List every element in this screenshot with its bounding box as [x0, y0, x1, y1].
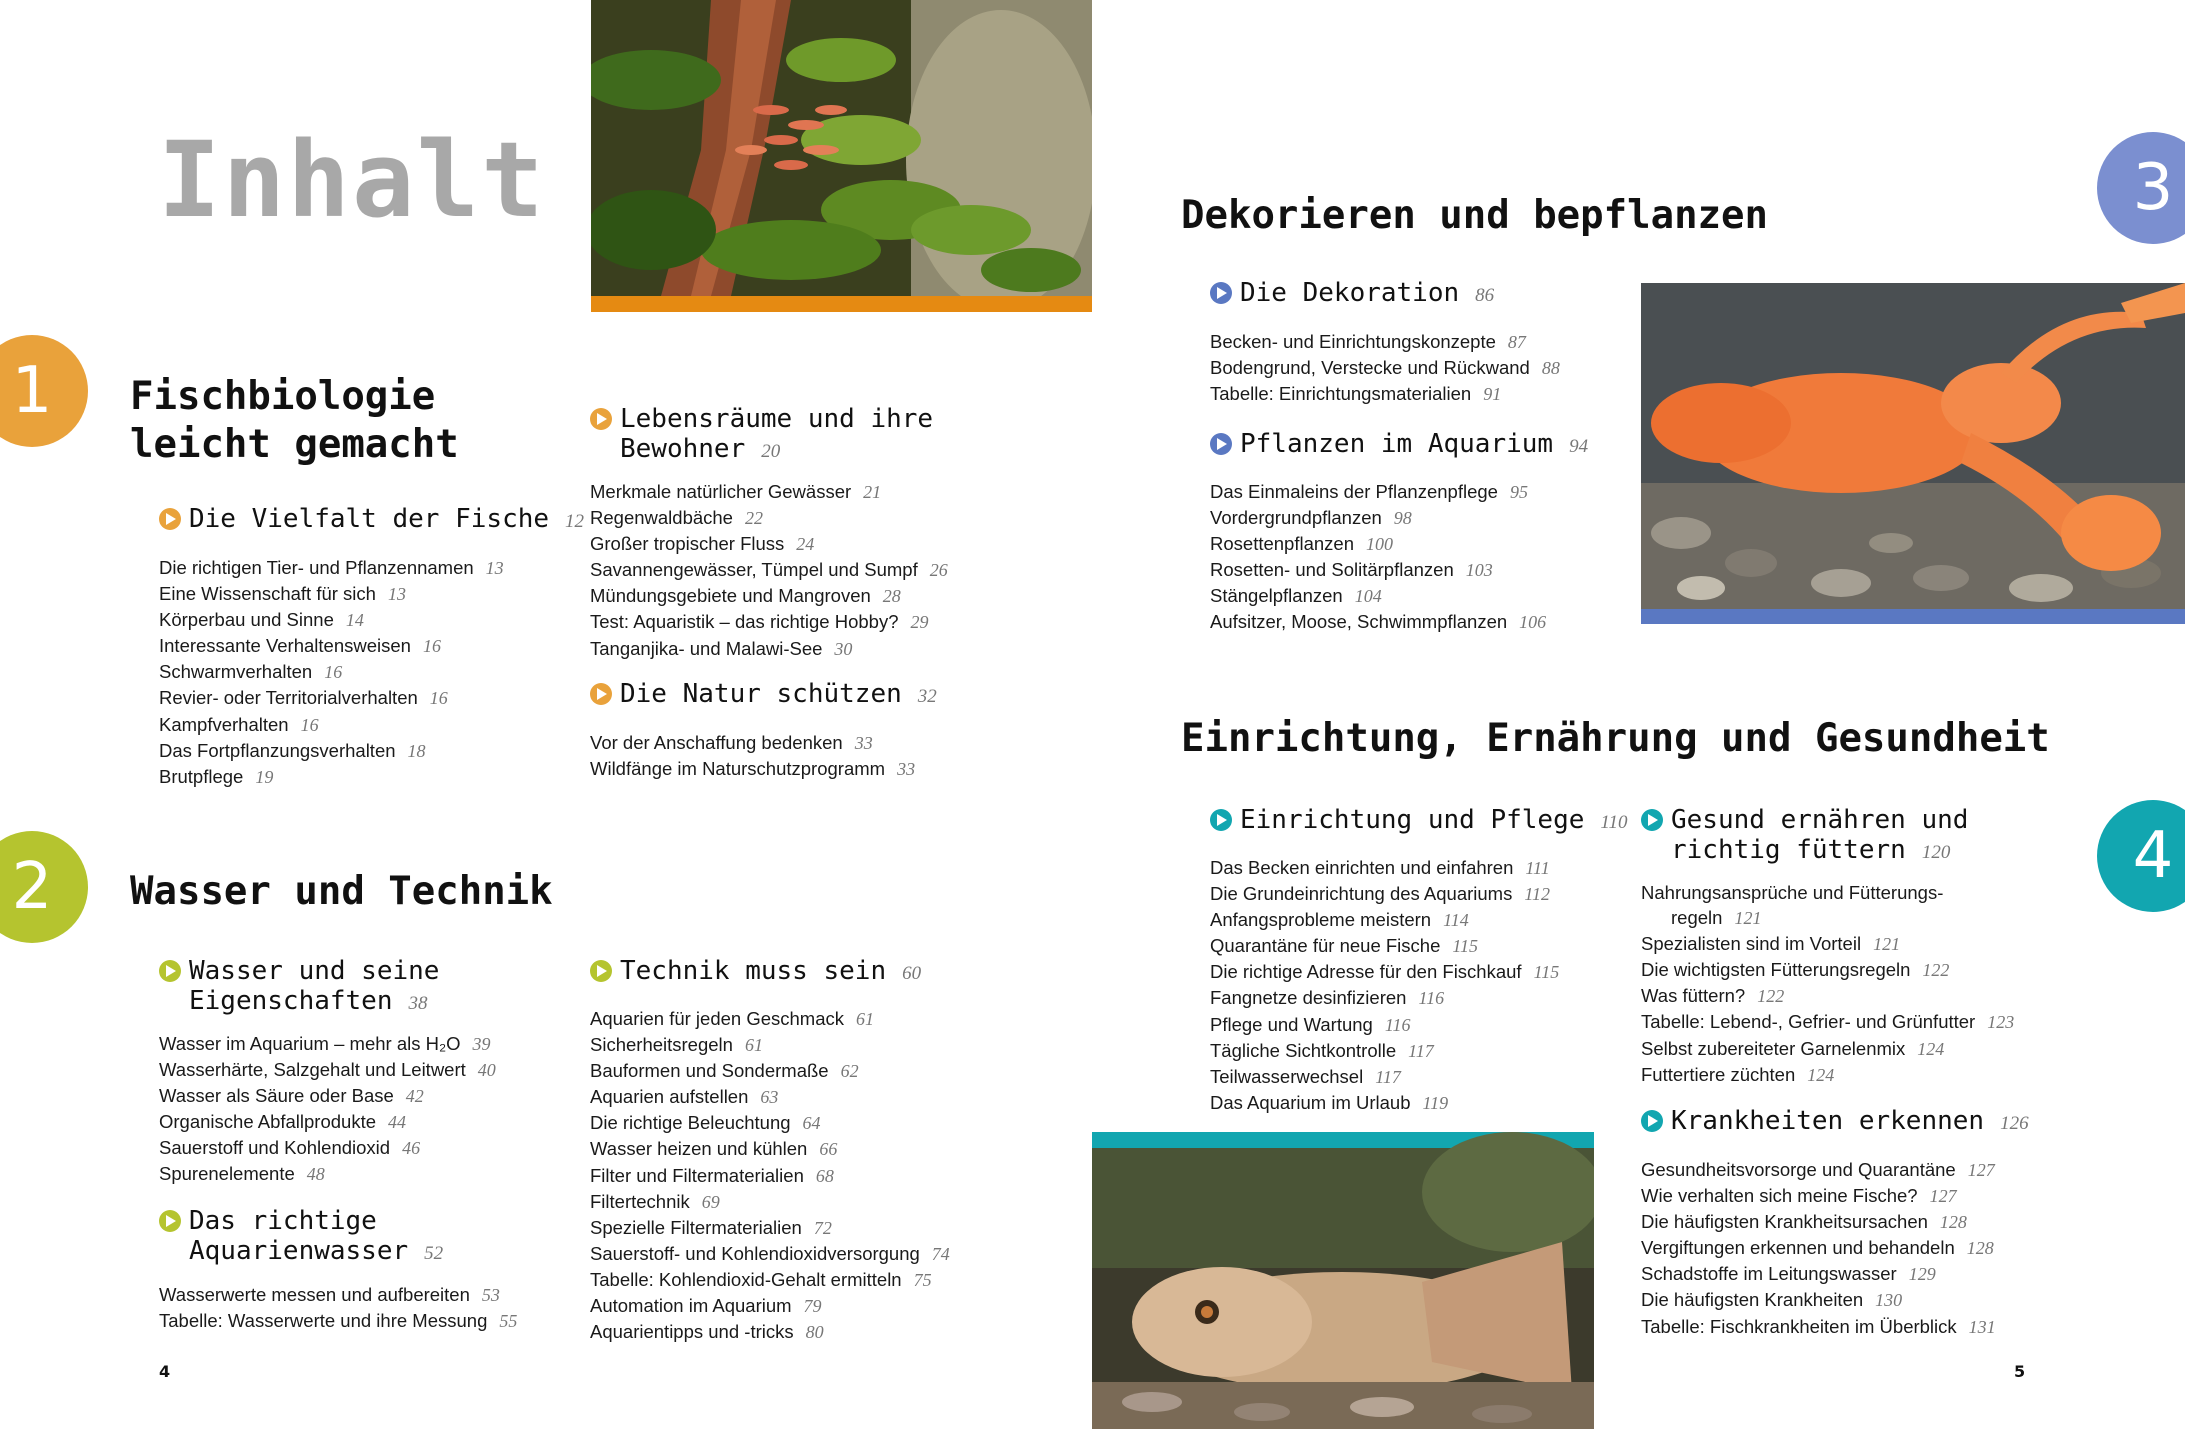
list-item[interactable]: Vordergrundpflanzen 98	[1210, 507, 1412, 529]
section-heading[interactable]: Einrichtung und Pflege 110	[1210, 805, 1627, 838]
list-item[interactable]: Die häufigsten Krankheitsursachen 128	[1641, 1211, 1967, 1233]
list-item[interactable]: Schadstoffe im Leitungswasser 129	[1641, 1263, 1936, 1285]
list-item[interactable]: Wasser heizen und kühlen 66	[590, 1138, 838, 1160]
entry-list	[590, 730, 1030, 782]
page-number: 126	[2000, 1113, 2029, 1134]
page-number-right: 5	[2014, 1362, 2026, 1381]
list-item[interactable]: Aquarien für jeden Geschmack 61	[590, 1008, 874, 1029]
list-item[interactable]: Die richtige Adresse für den Fischkauf 115	[1210, 961, 1560, 983]
list-item[interactable]: Wildfänge im Naturschutzprogramm 33	[590, 758, 916, 780]
arrow-icon	[590, 683, 612, 705]
entry-list	[590, 479, 1030, 662]
section-heading[interactable]: Die Dekoration 86	[1210, 278, 1494, 311]
arrow-icon	[159, 960, 181, 982]
list-item[interactable]: Kampfverhalten 16	[159, 713, 319, 735]
list-item[interactable]: Körperbau und Sinne 14	[159, 609, 364, 631]
page-number: 20	[761, 441, 781, 462]
list-item[interactable]: Pflege und Wartung 116	[1210, 1013, 1411, 1035]
list-item[interactable]: Organische Abfallprodukte 44	[159, 1111, 406, 1133]
chapter-3-title: Dekorieren und bepflanzen	[1181, 193, 1768, 238]
page-number: 38	[408, 993, 428, 1014]
list-item[interactable]: Merkmale natürlicher Gewässer 21	[590, 481, 882, 502]
list-item[interactable]: Wasserwerte messen und aufbereiten 53	[159, 1284, 500, 1305]
list-item[interactable]: Das Aquarium im Urlaub 119	[1210, 1091, 1449, 1113]
list-item[interactable]: Aufsitzer, Moose, Schwimmpflanzen 106	[1210, 611, 1547, 633]
list-item[interactable]: Tabelle: Wasserwerte und ihre Messung 55	[159, 1310, 518, 1332]
list-item[interactable]: Gesundheitsvorsorge und Quarantäne 127	[1641, 1159, 1995, 1180]
list-item[interactable]: Selbst zubereiteter Garnelenmix 124	[1641, 1037, 1945, 1059]
list-item[interactable]: Wasser als Säure oder Base 42	[159, 1085, 424, 1107]
list-item[interactable]: Rosetten- und Solitärpflanzen 103	[1210, 559, 1493, 581]
entry-list	[1641, 880, 2081, 1088]
list-item[interactable]: Vergiftungen erkennen und behandeln 128	[1641, 1237, 1994, 1259]
arrow-icon	[159, 508, 181, 530]
chapter-2-badge: 2	[0, 831, 88, 943]
list-item[interactable]: Schwarmverhalten 16	[159, 661, 343, 683]
list-item[interactable]: Tabelle: Einrichtungsmaterialien 91	[1210, 383, 1502, 405]
page-number: 120	[1921, 842, 1951, 863]
list-item[interactable]: Regenwaldbäche 22	[590, 507, 763, 529]
arrow-icon	[1210, 433, 1232, 455]
entry-list	[1210, 479, 1650, 636]
list-item[interactable]: Sauerstoff und Kohlendioxid 46	[159, 1137, 421, 1159]
list-item[interactable]: Becken- und Einrichtungskonzepte 87	[1210, 331, 1526, 352]
list-item[interactable]: Spezielle Filtermaterialien 72	[590, 1216, 832, 1238]
list-item[interactable]: Wasser im Aquarium – mehr als H₂O 39	[159, 1033, 491, 1054]
list-item[interactable]: regeln 121	[1671, 907, 1762, 929]
entry-list	[159, 555, 599, 790]
page-number-left: 4	[159, 1362, 171, 1381]
list-item[interactable]: Spurenelemente 48	[159, 1163, 325, 1185]
list-item[interactable]: Tanganjika- und Malawi-See 30	[590, 637, 853, 659]
crayfish-photo	[1641, 283, 2185, 624]
entry-list	[590, 1006, 1030, 1345]
list-item[interactable]: Tabelle: Lebend-, Gefrier- und Grünfutter 123	[1641, 1011, 2015, 1033]
list-item[interactable]: Teilwasserwechsel 117	[1210, 1065, 1401, 1087]
list-item[interactable]: Aquarien aufstellen 63	[590, 1086, 779, 1108]
page-number: 52	[424, 1243, 444, 1264]
section-heading[interactable]: Das richtige Aquarienwasser 52	[159, 1206, 443, 1269]
aquarium-photo	[591, 0, 1092, 312]
list-item[interactable]: Fangnetze desinfizieren 116	[1210, 987, 1445, 1009]
list-item[interactable]: Die häufigsten Krankheiten 130	[1641, 1289, 1903, 1311]
chapter-1-title	[130, 373, 459, 469]
list-item[interactable]: Test: Aquaristik – das richtige Hobby? 29	[590, 611, 929, 633]
list-item[interactable]: Die Grundeinrichtung des Aquariums 112	[1210, 883, 1551, 905]
list-item[interactable]: Die richtigen Tier- und Pflanzennamen 13	[159, 557, 504, 578]
entry-list	[159, 1031, 599, 1188]
chapter-1-title-line2: leicht gemacht	[130, 422, 459, 467]
list-item[interactable]: Revier- oder Territorialverhalten 16	[159, 687, 448, 709]
entry-list	[1210, 329, 1650, 407]
entry-list	[1641, 1157, 2081, 1340]
page-number: 60	[902, 963, 922, 984]
section-heading[interactable]: Lebensräume und ihre Bewohner 20	[590, 404, 933, 467]
fish-photo	[1092, 1132, 1594, 1429]
list-item[interactable]: Brutpflege 19	[159, 765, 274, 787]
list-item[interactable]: Tabelle: Kohlendioxid-Gehalt ermitteln 75	[590, 1268, 932, 1290]
list-item[interactable]: Anfangsprobleme meistern 114	[1210, 909, 1469, 931]
list-item[interactable]: Die richtige Beleuchtung 64	[590, 1112, 821, 1134]
chapter-4-badge: 4	[2097, 800, 2185, 912]
section-heading[interactable]: Die Vielfalt der Fische 12	[159, 504, 584, 537]
list-item[interactable]: Quarantäne für neue Fische 115	[1210, 935, 1479, 957]
page-number: 12	[565, 511, 585, 532]
list-item[interactable]: Interessante Verhaltensweisen 16	[159, 635, 441, 657]
arrow-icon	[1641, 1110, 1663, 1132]
entry-list	[1210, 855, 1650, 1116]
chapter-1-badge: 1	[0, 335, 88, 447]
list-item[interactable]: Spezialisten sind im Vorteil 121	[1641, 933, 1901, 955]
arrow-icon	[1210, 809, 1232, 831]
page-number: 110	[1600, 812, 1628, 833]
arrow-icon	[590, 960, 612, 982]
list-item[interactable]: Vor der Anschaffung bedenken 33	[590, 732, 873, 753]
chapter-4-title: Einrichtung, Ernährung und Gesundheit	[1181, 716, 2050, 761]
list-item[interactable]: Bodengrund, Verstecke und Rückwand 88	[1210, 357, 1560, 379]
list-item[interactable]: Großer tropischer Fluss 24	[590, 533, 815, 555]
list-item[interactable]: Sicherheitsregeln 61	[590, 1034, 763, 1056]
arrow-icon	[590, 408, 612, 430]
list-item[interactable]: Die wichtigsten Fütterungsregeln 122	[1641, 959, 1950, 981]
list-item[interactable]: Mündungsgebiete und Mangroven 28	[590, 585, 901, 607]
chapter-3-badge: 3	[2097, 132, 2185, 244]
arrow-icon	[1210, 282, 1232, 304]
section-heading[interactable]: Die Natur schützen 32	[590, 679, 937, 712]
list-item[interactable]: Aquarientipps und -tricks 80	[590, 1321, 824, 1343]
list-item[interactable]: Wasserhärte, Salzgehalt und Leitwert 40	[159, 1059, 496, 1081]
list-item[interactable]: Das Fortpflanzungsverhalten 18	[159, 739, 426, 761]
list-item[interactable]: Filtertechnik 69	[590, 1190, 720, 1212]
chapter-2-title: Wasser und Technik	[130, 869, 553, 914]
section-heading[interactable]: Krankheiten erkennen 126	[1641, 1106, 2029, 1139]
arrow-icon	[159, 1210, 181, 1232]
list-item[interactable]: Sauerstoff- und Kohlendioxidversorgung 74	[590, 1242, 950, 1264]
list-item[interactable]: Tabelle: Fischkrankheiten im Überblick 131	[1641, 1315, 1996, 1337]
list-item[interactable]: Automation im Aquarium 79	[590, 1295, 822, 1317]
list-item[interactable]: Rosettenpflanzen 100	[1210, 533, 1393, 555]
section-heading[interactable]: Wasser und seine Eigenschaften 38	[159, 956, 439, 1019]
list-item[interactable]: Eine Wissenschaft für sich 13	[159, 583, 406, 605]
page-number: 86	[1475, 285, 1495, 306]
list-item[interactable]: Stängelpflanzen 104	[1210, 585, 1382, 607]
list-item[interactable]: Tägliche Sichtkontrolle 117	[1210, 1039, 1434, 1061]
list-item[interactable]: Filter und Filtermaterialien 68	[590, 1164, 834, 1186]
list-item[interactable]: Was füttern? 122	[1641, 985, 1785, 1007]
entry-list	[159, 1282, 599, 1334]
list-item[interactable]: Das Becken einrichten und einfahren 111	[1210, 857, 1550, 878]
list-item[interactable]: Futtertiere züchten 124	[1641, 1063, 1835, 1085]
page-number: 32	[917, 686, 937, 707]
section-heading[interactable]: Pflanzen im Aquarium 94	[1210, 429, 1588, 462]
arrow-icon	[1641, 809, 1663, 831]
list-item[interactable]: Nahrungsansprüche und Fütterungs-	[1641, 882, 1944, 903]
page-title: Inhalt	[158, 119, 546, 241]
list-item[interactable]: Bauformen und Sondermaße 62	[590, 1060, 859, 1082]
list-item[interactable]: Das Einmaleins der Pflanzenpflege 95	[1210, 481, 1528, 502]
page-number: 94	[1569, 436, 1589, 457]
section-heading[interactable]: Technik muss sein 60	[590, 956, 921, 989]
list-item[interactable]: Savannengewässer, Tümpel und Sumpf 26	[590, 559, 948, 581]
list-item[interactable]: Wie verhalten sich meine Fische? 127	[1641, 1185, 1957, 1207]
section-heading[interactable]: Gesund ernähren und richtig füttern 120	[1641, 805, 1968, 868]
chapter-1-title-line1: Fischbiologie	[130, 374, 436, 419]
